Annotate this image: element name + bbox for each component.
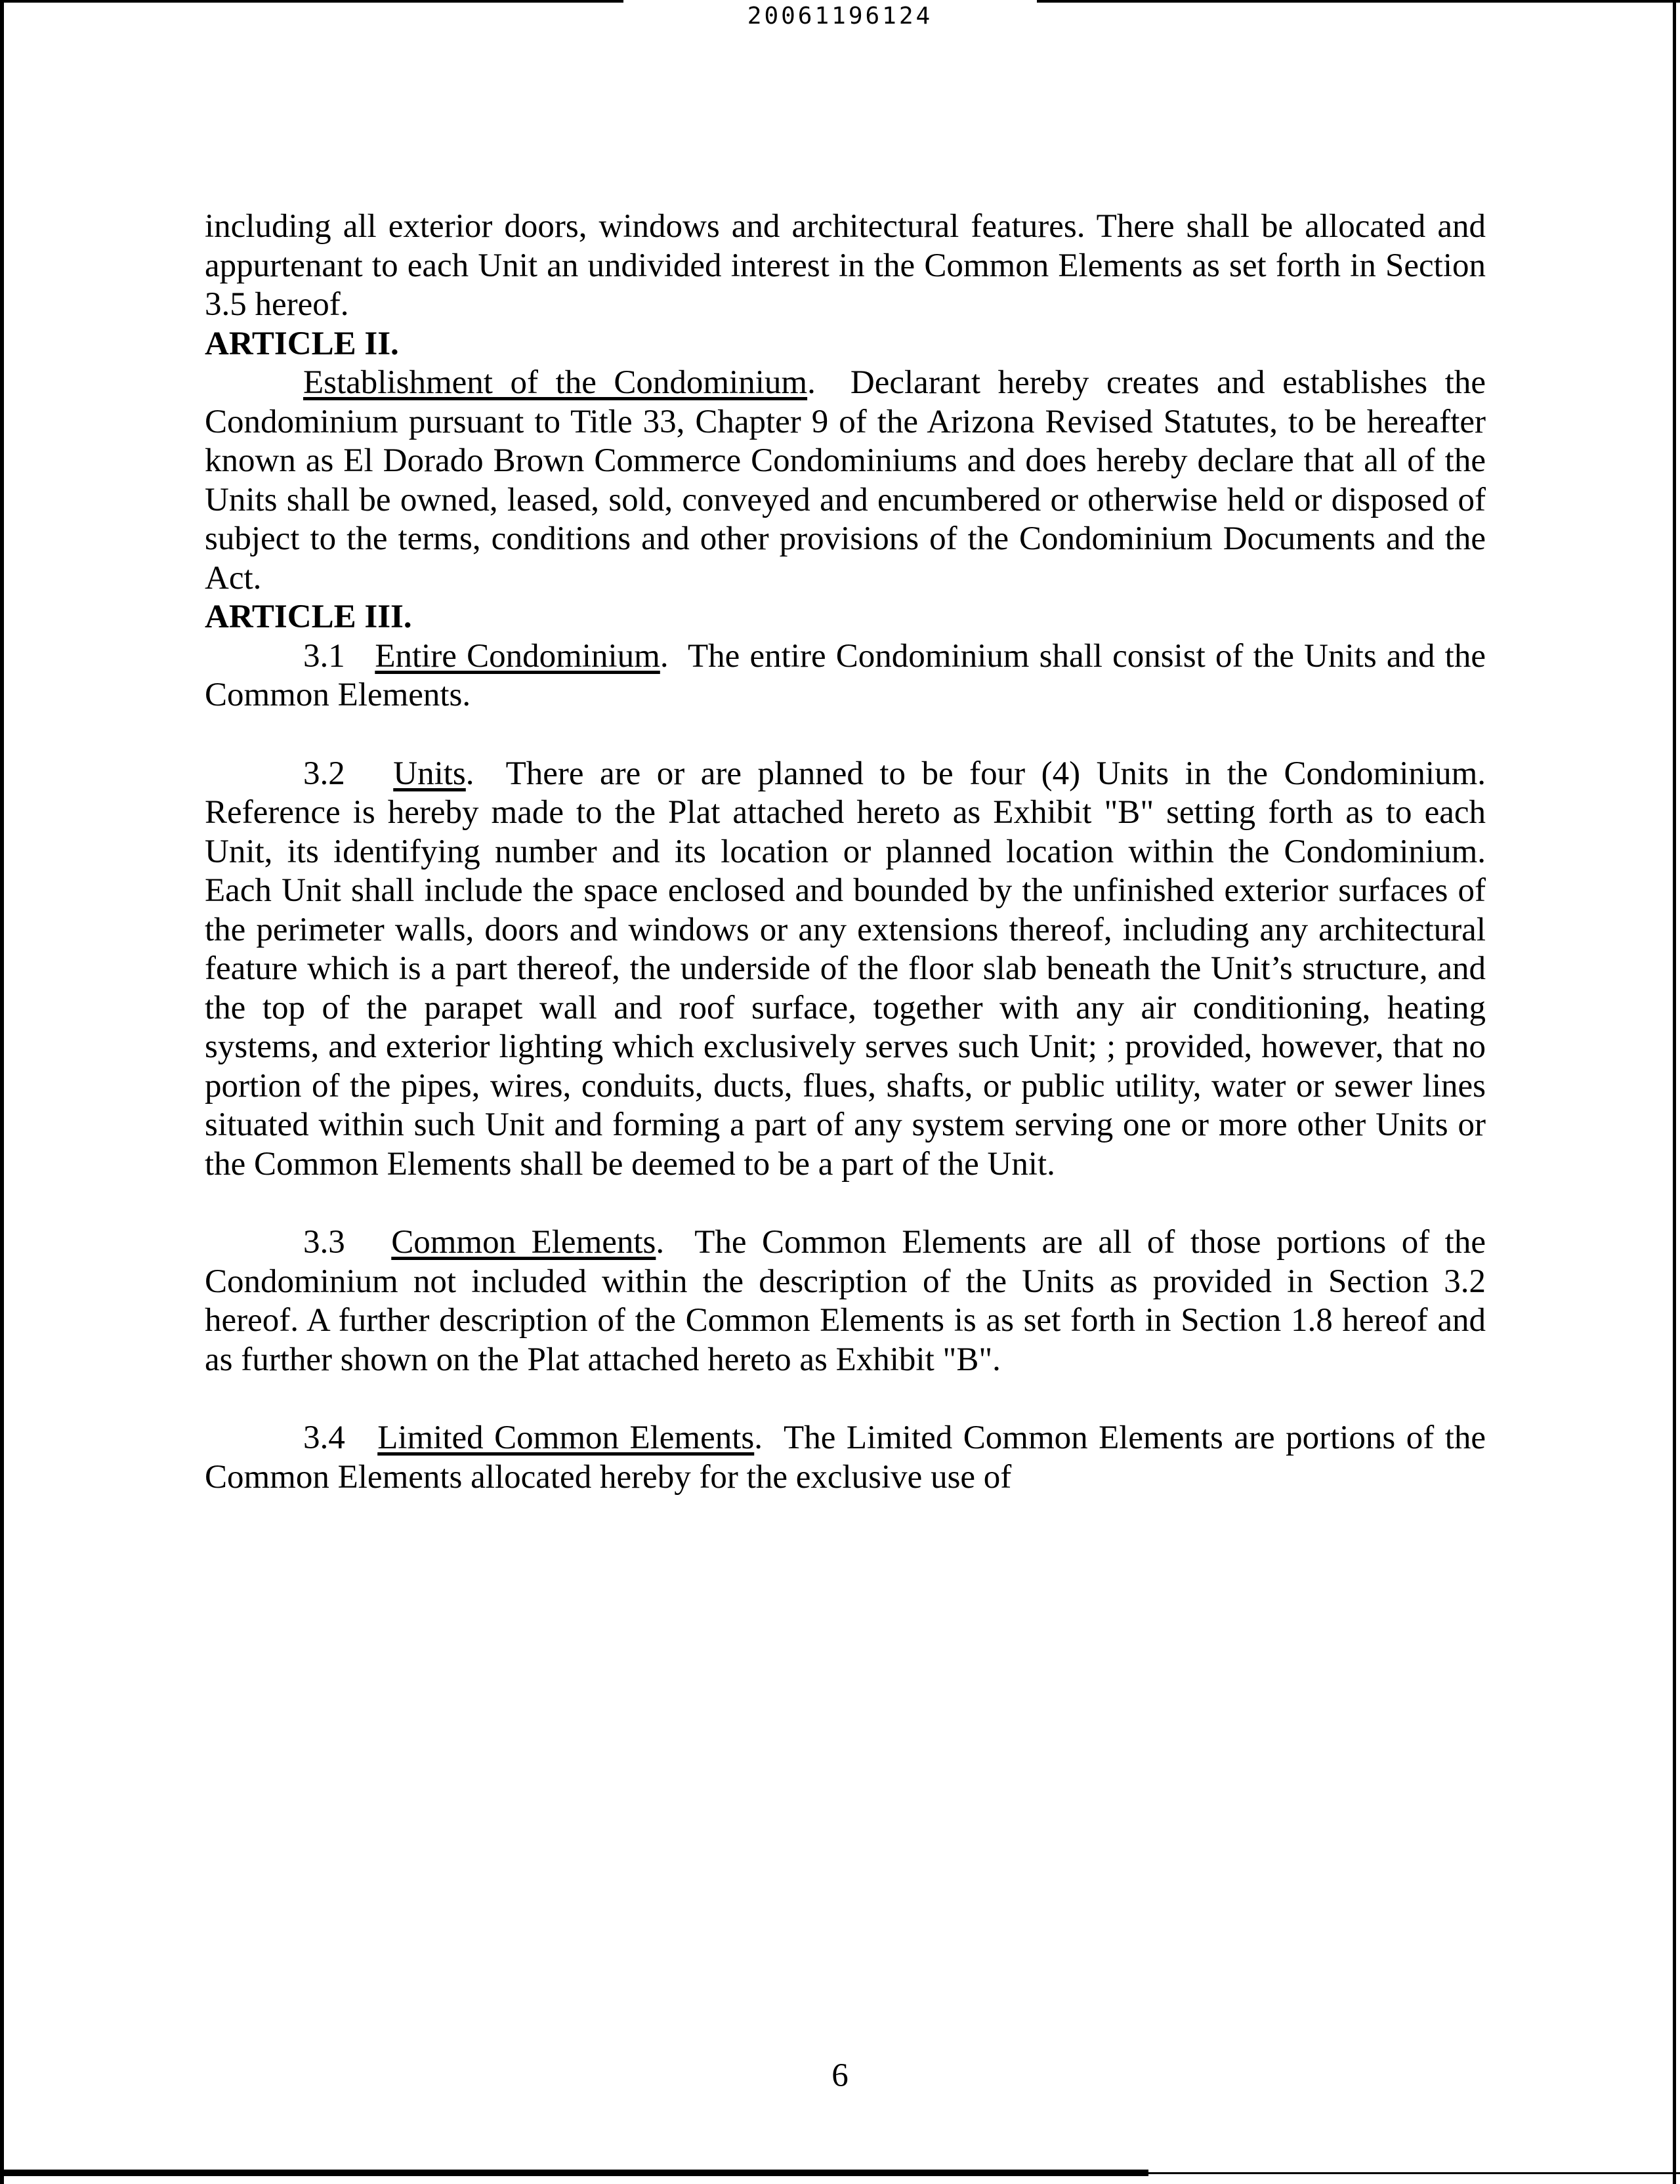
section-number: 3.1 [303,637,345,675]
section-number: 3.2 [303,755,345,792]
section-3-4: 3.4 Limited Common Elements. The Limited Common Elements are portions of the Common Elements allocated hereby for the exclusive use of [205,1419,1486,1496]
document-body [205,207,1486,1497]
document-id: 20061196124 [747,3,933,30]
section-text: There are or are planned to be four (4) Units in the Condominium. Reference is hereby made to the Plat attached hereto as Exhibit "B" setting forth as to each Unit, its identifying number and its location or planned location within the Condominium. Each Unit shall include the space enclosed and bounded by the unfinished exterior surfaces of the perimeter walls, doors and windows or any extensions thereof, including any architectural feature which is a part thereof, the underside of the floor slab beneath the Unit’s structure, and the top of the parapet wall and roof surface, together with any air conditioning, heating systems, and exterior lighting which exclusively serves such Unit; ; provided, however, that no portion of the pipes, wires, conduits, ducts, flues, shafts, or public utility, water or sewer lines situated within such Unit and forming a part of any system serving one or more other Units or the Common Elements shall be deemed to be a part of the Unit. [205,755,1486,1183]
scan-border-bottom [0,2170,1148,2176]
section-text: The Common Elements are all of those portions of the Condominium not included within the description of the Units as provided in Section 3.2 hereof. A further description of the Common Elements is as set forth in Section 1.8 hereof and as further shown on the Plat attached hereto as Exhibit "B". [205,1224,1486,1378]
intro-paragraph: including all exterior doors, windows and architectural features. There shall be allocated and appurtenant to each Unit an undivided interest in the Common Elements as set forth in Section 3.5 hereof. [205,208,1486,323]
section-title: Units [393,755,466,792]
section-text: The entire Condominium shall consist of the Units and the Common Elements. [205,637,1486,713]
section-3-3: 3.3 Common Elements. The Common Elements are all of those portions of the Condominium not included within the description of the Units as provided in Section 3.2 hereof. A further description of the Common Elements is as set forth in Section 1.8 hereof and as further shown on the Plat attached hereto as Exhibit "B". [205,1224,1486,1378]
article-ii-heading: ARTICLE II. [205,325,399,362]
section-3-1: 3.1 Entire Condominium. The entire Condominium shall consist of the Units and the Common Elements. [205,637,1486,713]
section-title: Limited Common Elements [377,1419,755,1456]
article-ii-title: Establishment of the Condominium [303,364,808,401]
scan-border-bottom [1148,2172,1680,2174]
scan-border-left [0,0,4,2184]
article-ii-text: Declarant hereby creates and establishes the Condominium pursuant to Title 33, Chapter 9 of the Arizona Revised Statutes, to be hereafter known as El Dorado Brown Commerce Condominiums and does hereby declare that all of the Units shall be owned, leased, sold, conveyed and encumbered or otherwise held or disposed of subject to the terms, conditions and other provisions of the Condominium Documents and the Act. [205,364,1486,597]
section-3-2: 3.2 Units. There are or are planned to be four (4) Units in the Condominium. Reference is hereby made to the Plat attached hereto as Exhibit "B" setting forth as to each Unit, its identifying number and its location or planned location within the Condominium. Each Unit shall include the space enclosed and bounded by the unfinished exterior surfaces of the perimeter walls, doors and windows or any extensions thereof, including any architectural feature which is a part thereof, the underside of the floor slab beneath the Unit’s structure, and the top of the parapet wall and roof surface, together with any air conditioning, heating systems, and exterior lighting which exclusively serves such Unit; ; provided, however, that no portion of the pipes, wires, conduits, ducts, flues, shafts, or public utility, water or sewer lines situated within such Unit and forming a part of any system serving one or more other Units or the Common Elements shall be deemed to be a part of the Unit. [205,755,1486,1183]
article-iii-heading: ARTICLE III. [205,598,412,635]
section-title: Entire Condominium [375,637,660,675]
section-text: The Limited Common Elements are portions of the Common Elements allocated hereby for the exclusive use of [205,1419,1486,1496]
article-ii-paragraph: Establishment of the Condominium. Declarant hereby creates and establishes the Condominium pursuant to Title 33, Chapter 9 of the Arizona Revised Statutes, to be hereafter known as El Dorado Brown Commerce Condominiums and does hereby declare that all of the Units shall be owned, leased, sold, conveyed and encumbered or otherwise held or disposed of subject to the terms, conditions and other provisions of the Condominium Documents and the Act. [205,364,1486,597]
section-number: 3.3 [303,1224,345,1261]
section-title: Common Elements [391,1224,656,1261]
scan-border-right [1673,0,1676,2184]
page-number: 6 [831,2057,849,2094]
section-number: 3.4 [303,1419,345,1456]
